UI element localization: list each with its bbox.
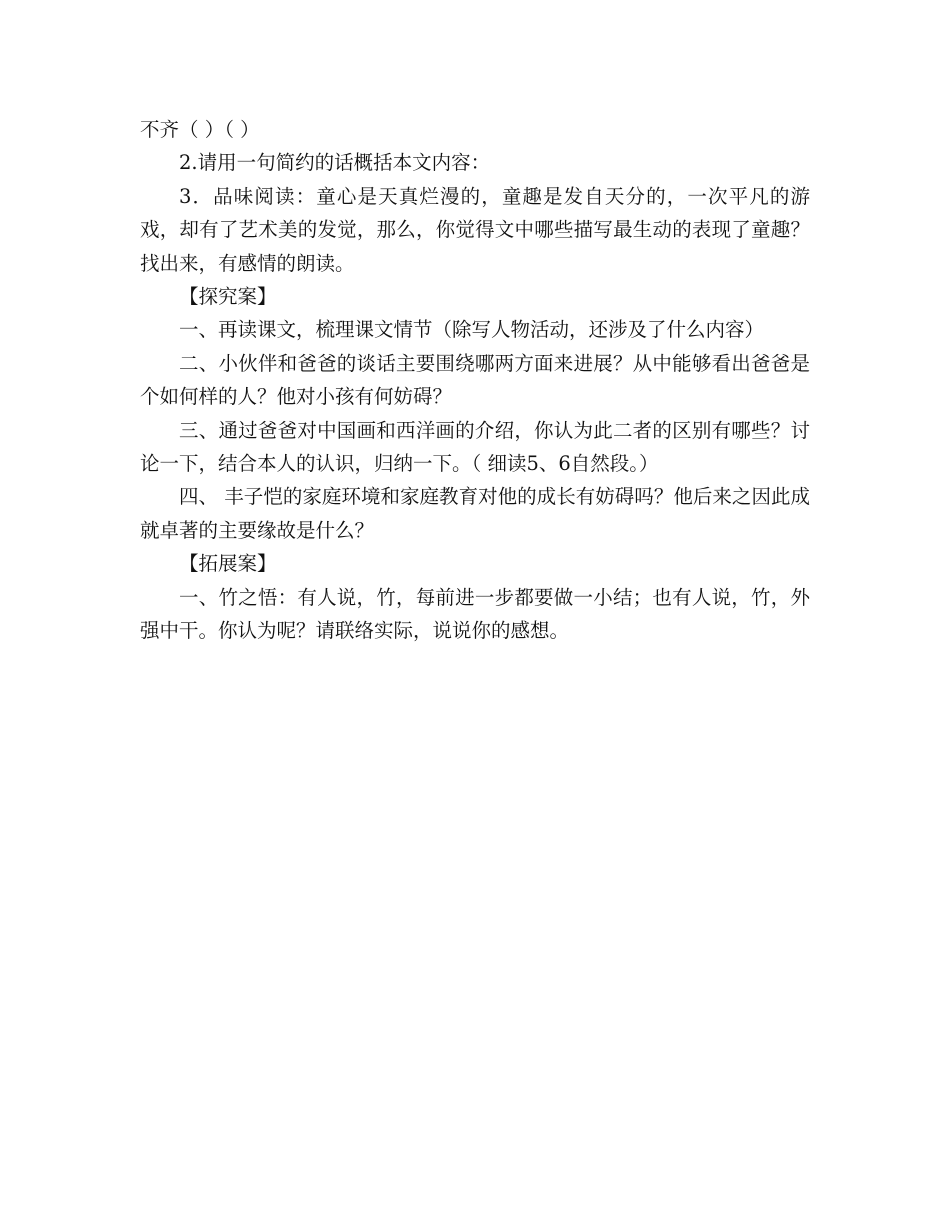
paragraph-explore-1: 一、再读课文，梳理课文情节（除写人物活动，还涉及了什么内容） — [179, 318, 765, 342]
paragraph-blanks: 不齐（ ）（ ） — [140, 118, 260, 141]
paragraph-explore-4: 四、 丰子恺的家庭环境和家庭教育对他的成长有妨碍吗？他后来之因此成就卓著的主要缘故是什么？ — [140, 485, 810, 542]
paragraph-question-3: 3．品味阅读：童心是天真烂漫的，童趣是发自天分的，一次平凡的游戏，却有了艺术美的发觉，那么，你觉得文中哪些描写最生动的表现了童趣？找出来，有感情的朗读。 — [140, 184, 810, 275]
document-body — [140, 113, 810, 648]
section-heading-explore: 【探究案】 — [179, 285, 277, 309]
paragraph-explore-2: 二、小伙伴和爸爸的谈话主要围绕哪两方面来进展？从中能够看出爸爸是个如何样的人？他对小孩有何妨碍？ — [140, 351, 810, 409]
paragraph-extend-1: 一、竹之悟：有人说，竹，每前进一步都要做一小结；也有人说，竹，外强中干。你认为呢？请联络实际，说说你的感想。 — [140, 585, 810, 643]
paragraph-question-2: 2.请用一句简约的话概括本文内容： — [179, 151, 491, 175]
section-heading-extend: 【拓展案】 — [179, 552, 277, 576]
paragraph-explore-3: 三、通过爸爸对中国画和西洋画的介绍，你认为此二者的区别有哪些？讨论一下，结合本人的认识，归纳一下。（ 细读5、6自然段。） — [140, 418, 810, 476]
